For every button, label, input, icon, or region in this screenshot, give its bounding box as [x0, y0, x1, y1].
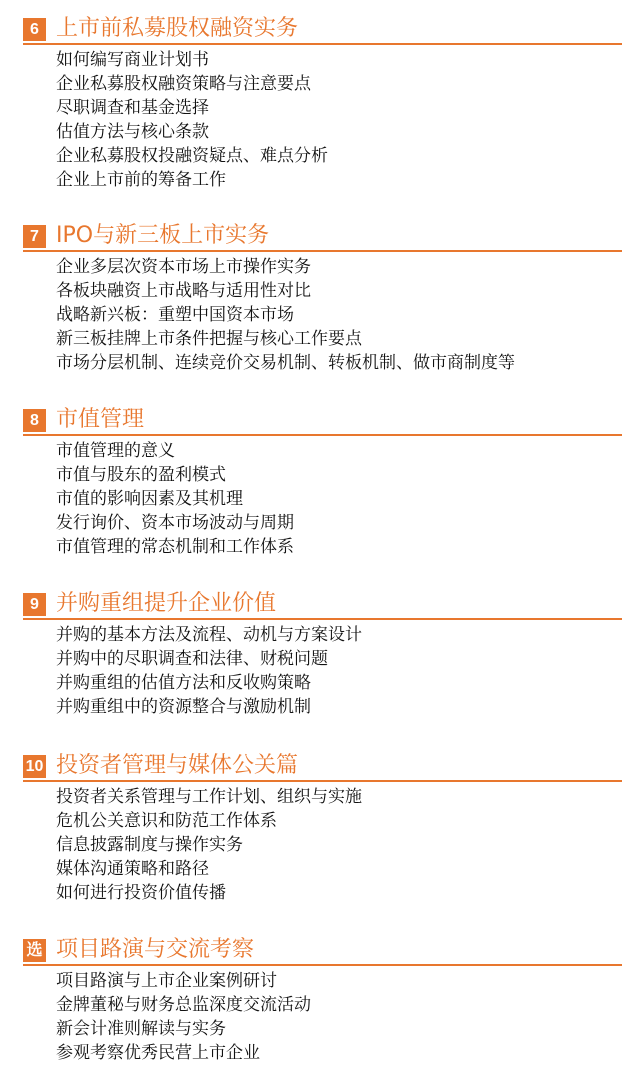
section-divider [23, 780, 622, 782]
section-elective [0, 935, 640, 1061]
section-divider [23, 250, 622, 252]
section-divider [23, 43, 622, 45]
list-item: 如何进行投资价值传播 [56, 883, 226, 903]
list-item: 如何编写商业计划书 [56, 50, 209, 70]
section-number-badge: 10 [23, 755, 46, 778]
list-item: 项目路演与上市企业案例研讨 [56, 971, 277, 991]
list-item: 危机公关意识和防范工作体系 [56, 811, 277, 831]
list-item: 尽职调查和基金选择 [56, 98, 209, 118]
list-item: 并购重组中的资源整合与激励机制 [56, 697, 311, 717]
section-title: 投资者管理与媒体公关篇 [56, 753, 299, 778]
section-number-badge: 选 [23, 939, 46, 962]
section-title: 市值管理 [56, 407, 145, 432]
section-8 [0, 405, 640, 555]
list-item: 市值管理的常态机制和工作体系 [56, 537, 294, 557]
list-item: 企业多层次资本市场上市操作实务 [56, 257, 311, 277]
section-title: IPO与新三板上市实务 [56, 223, 270, 248]
list-item: 参观考察优秀民营上市企业 [56, 1043, 260, 1063]
list-item: 市值的影响因素及其机理 [56, 489, 243, 509]
list-item: 战略新兴板：重塑中国资本市场 [56, 305, 294, 325]
section-number-badge: 9 [23, 593, 46, 616]
list-item: 市场分层机制、连续竞价交易机制、转板机制、做市商制度等 [56, 353, 515, 373]
section-number-badge: 7 [23, 225, 46, 248]
section-divider [23, 964, 622, 966]
list-item: 企业私募股权投融资疑点、难点分析 [56, 146, 328, 166]
section-header [0, 589, 640, 619]
section-header [0, 751, 640, 781]
section-title: 上市前私募股权融资实务 [56, 16, 299, 41]
list-item: 媒体沟通策略和路径 [56, 859, 209, 879]
list-item: 新会计准则解读与实务 [56, 1019, 226, 1039]
list-item: 信息披露制度与操作实务 [56, 835, 243, 855]
section-9 [0, 589, 640, 715]
section-item-list [0, 623, 640, 719]
list-item: 新三板挂牌上市条件把握与核心工作要点 [56, 329, 362, 349]
section-7 [0, 221, 640, 371]
section-header [0, 935, 640, 965]
list-item: 估值方法与核心条款 [56, 122, 209, 142]
list-item: 市值管理的意义 [56, 441, 175, 461]
section-item-list [0, 785, 640, 905]
section-item-list [0, 969, 640, 1065]
section-item-list [0, 439, 640, 559]
list-item: 企业私募股权融资策略与注意要点 [56, 74, 311, 94]
list-item: 各板块融资上市战略与适用性对比 [56, 281, 311, 301]
section-6 [0, 14, 640, 188]
section-title: 并购重组提升企业价值 [56, 591, 277, 616]
list-item: 并购的基本方法及流程、动机与方案设计 [56, 625, 362, 645]
section-header [0, 14, 640, 44]
list-item: 发行询价、资本市场波动与周期 [56, 513, 294, 533]
list-item: 市值与股东的盈利模式 [56, 465, 226, 485]
section-item-list [0, 48, 640, 192]
section-number-badge: 8 [23, 409, 46, 432]
list-item: 企业上市前的筹备工作 [56, 170, 226, 190]
section-header [0, 221, 640, 251]
section-divider [23, 618, 622, 620]
list-item: 投资者关系管理与工作计划、组织与实施 [56, 787, 362, 807]
list-item: 并购中的尽职调查和法律、财税问题 [56, 649, 328, 669]
list-item: 金牌董秘与财务总监深度交流活动 [56, 995, 311, 1015]
section-divider [23, 434, 622, 436]
list-item: 并购重组的估值方法和反收购策略 [56, 673, 311, 693]
section-title: 项目路演与交流考察 [56, 937, 255, 962]
section-number-badge: 6 [23, 18, 46, 41]
section-header [0, 405, 640, 435]
section-10 [0, 751, 640, 901]
section-item-list [0, 255, 640, 375]
